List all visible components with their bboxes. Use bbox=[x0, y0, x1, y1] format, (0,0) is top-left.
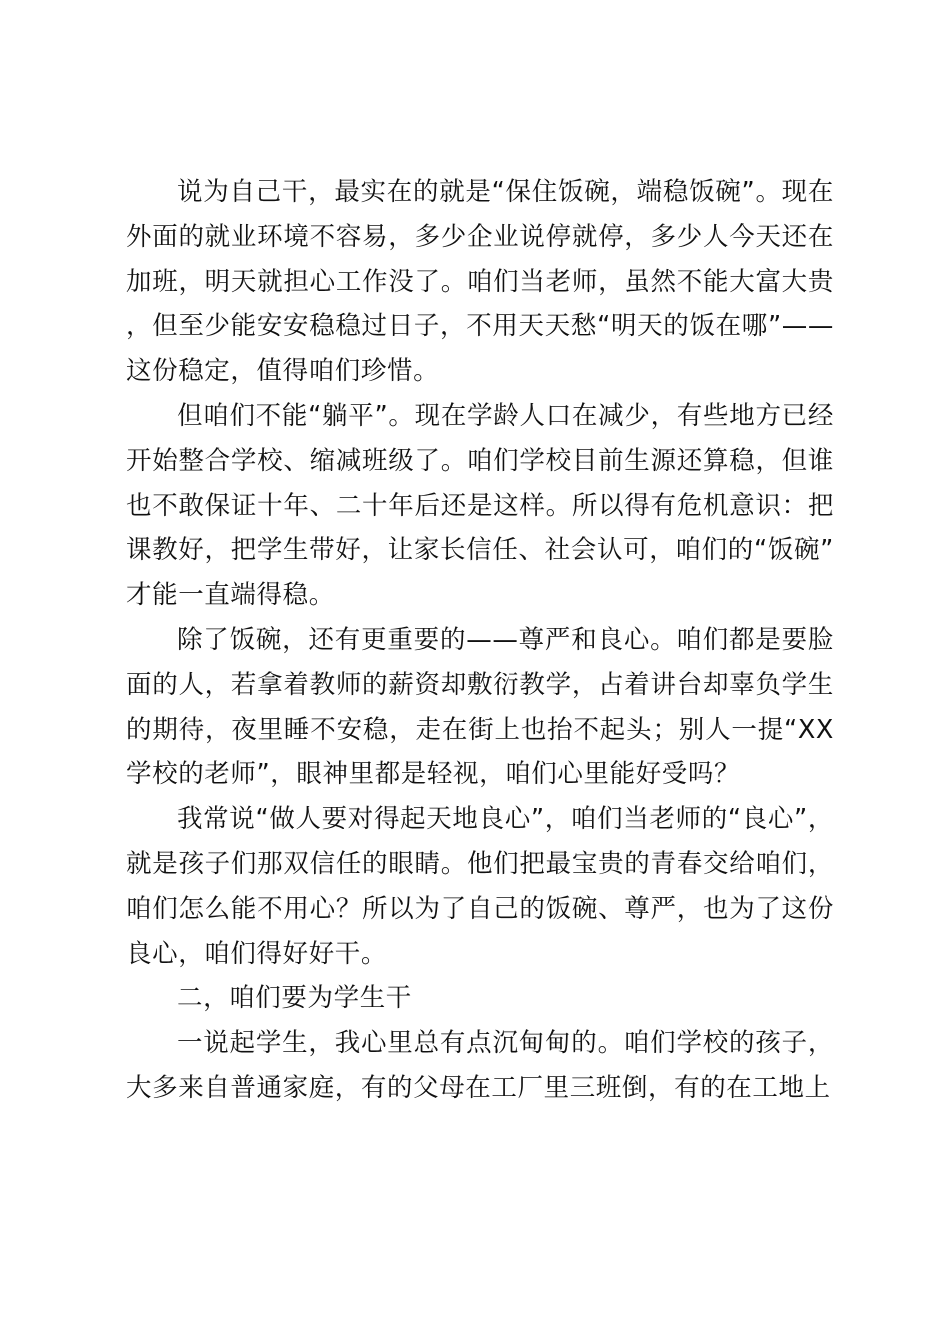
paragraph-students: 一说起学生，我心里总有点沉甸甸的。咱们学校的孩子，大多来自普通家庭，有的父母在工厂里三班倒，有的在工地上 bbox=[126, 1028, 834, 1103]
section-heading: 二，咱们要为学生干 bbox=[177, 983, 412, 1014]
document-body bbox=[126, 170, 834, 1111]
paragraph-conscience: 我常说“做人要对得起天地良心”，咱们当老师的“良心”，就是孩子们那双信任的眼睛。他们把最宝贵的青春交给咱们，咱们怎么能不用心？所以为了自己的饭碗、尊严，也为了这份良心，咱们得好好干。 bbox=[126, 804, 834, 969]
paragraph-job-security: 说为自己干，最实在的就是“保住饭碗，端稳饭碗”。现在外面的就业环境不容易，多少企业说停就停，多少人今天还在加班，明天就担心工作没了。咱们当老师，虽然不能大富大贵，但至少能安安稳稳过日子，不用天天愁“明天的饭在哪”——这份稳定，值得咱们珍惜。 bbox=[126, 177, 834, 387]
paragraph-dignity-conscience: 除了饭碗，还有更重要的——尊严和良心。咱们都是要脸面的人，若拿着教师的薪资却敷衍教学，占着讲台却辜负学生的期待，夜里睡不安稳，走在街上也抬不起头；别人一提“XX学校的老师”，眼神里都是轻视，咱们心里能好受吗？ bbox=[126, 624, 834, 790]
paragraph-no-lying-flat: 但咱们不能“躺平”。现在学龄人口在减少，有些地方已经开始整合学校、缩减班级了。咱们学校目前生源还算稳，但谁也不敢保证十年、二十年后还是这样。所以得有危机意识：把课教好，把学生带好，让家长信任、社会认可，咱们的“饭碗”才能一直端得稳。 bbox=[126, 400, 834, 611]
